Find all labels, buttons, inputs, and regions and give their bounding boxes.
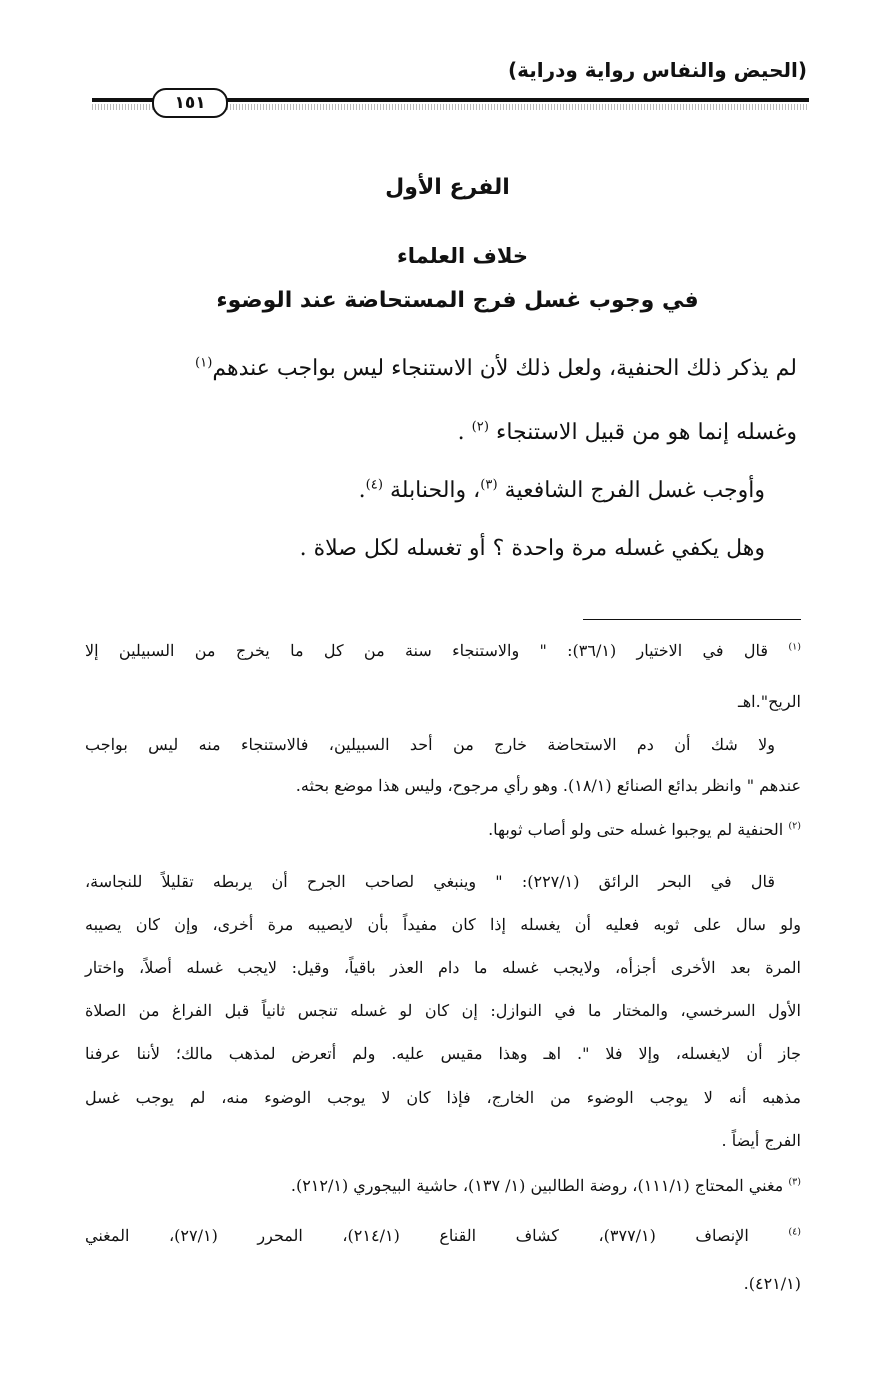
footnote-2-line-4: المرة بعد الأخرى أجزأه، ولايجب غسله ما دام العذر باقياً، وقيل: لايجب غسله أصلاً، واختار: [85, 958, 802, 977]
footnote-text: مغني المحتاج (١١١/١)، روضة الطالبين (١/ ١٣٧)، حاشية البيجوري (٢١٢/١).: [290, 1176, 784, 1195]
footnote-2-line-3: ولو سال على ثوبه فعليه أن يغسله إذا كان مفيداً بأن لايصيبه مرة أخرى، وإن كان يصيبه: [85, 915, 801, 934]
body-text: وغسله إنما هو من قبيل الاستنجاء: [495, 420, 797, 445]
footnote-1-line-2: الريح".اهـ: [738, 692, 801, 711]
body-paragraph-line-4: وهل يكفي غسله مرة واحدة ؟ أو تغسله لكل صلاة .: [299, 536, 765, 561]
footnote-ref-4[interactable]: (٤): [365, 477, 383, 493]
footnote-2-line-6: جاز أن لايغسله، وإلا فلا ". اهـ وهذا مقيس عليه. ولم أتعرض لمذهب مالك؛ لأننا عرفنا: [85, 1044, 802, 1063]
footnote-number-4: (٤): [788, 1226, 802, 1238]
footnote-2-line-1: [488, 820, 801, 841]
footnote-text: الحنفية لم يوجبوا غسله حتى ولو أصاب ثوبها.: [488, 820, 784, 839]
footnote-1-line-3: [85, 735, 801, 756]
body-text: لم يذكر ذلك الحنفية، ولعل ذلك لأن الاستنجاء ليس بواجب عندهم: [212, 356, 797, 381]
footnote-4-line-1: [85, 1226, 801, 1247]
section-heading-branch: الفرع الأول: [385, 175, 510, 200]
section-heading-dispute: خلاف العلماء: [397, 244, 528, 268]
footnote-text: قال في الاختيار (٣٦/١): " والاستنجاء سنة من كل ما يخرج من السبيلين إلا: [85, 641, 769, 660]
footnote-ref-1[interactable]: (١): [194, 355, 213, 371]
footnote-number-3: (٣): [788, 1176, 801, 1188]
footnote-separator: [583, 619, 801, 620]
body-text-end: .: [457, 420, 465, 445]
section-heading-topic: في وجوب غسل فرج المستحاضة عند الوضوء: [216, 288, 699, 313]
body-text: وأوجب غسل الفرج الشافعية: [504, 478, 765, 503]
footnote-3-line-1: [291, 1176, 801, 1197]
body-paragraph-line-2: [458, 420, 797, 446]
footnote-2-line-8: الفرج أيضاً .: [721, 1131, 801, 1150]
footnote-number-1: (١): [788, 641, 801, 653]
footnote-ref-2[interactable]: (٢): [471, 419, 489, 435]
footnote-1-line-1: [85, 641, 801, 662]
footnote-text: قال في البحر الرائق (٢٢٧/١): " وينبغي لصاحب الجرح أن يربطه تقليلاً للنجاسة،: [85, 872, 775, 891]
footnote-number-2: (٢): [788, 820, 801, 832]
footnote-2-line-7: مذهبه أنه لا يوجب الوضوء من الخارج، فإذا كان لا يوجب الوضوء منه، لم يوجب غسل: [85, 1088, 801, 1107]
body-paragraph-line-1: [81, 356, 797, 382]
footnote-1-line-4: عندهم " وانظر بدائع الصنائع (١٨/١). وهو رأي مرجوح، وليس هذا موضع بحثه.: [295, 776, 801, 795]
page-number: ١٥١: [152, 88, 228, 118]
body-text-end: .: [358, 478, 366, 503]
footnote-ref-3[interactable]: (٣): [480, 477, 498, 493]
footnote-text: الإنصاف (٣٧٧/١)، كشاف القناع (٢١٤/١)، المحرر (٢٧/١)، المغني: [85, 1226, 749, 1245]
body-text: ، والحنابلة: [389, 478, 481, 503]
footnote-text: ولا شك أن دم الاستحاضة خارج من أحد السبيلين، فالاستنجاء منه ليس بواجب: [85, 735, 775, 754]
running-header-title: (الحيض والنفاس رواية ودراية): [507, 58, 807, 82]
footnote-2-line-2: [85, 872, 801, 893]
body-paragraph-line-3: [359, 478, 765, 504]
footnote-2-line-5: الأول السرخسي، والمختار ما في النوازل: إن كان لو غسله تنجس ثانياً قبل الفراغ من الصلاة: [85, 1001, 801, 1020]
footnote-4-line-2: (٤٢١/١).: [743, 1274, 801, 1293]
